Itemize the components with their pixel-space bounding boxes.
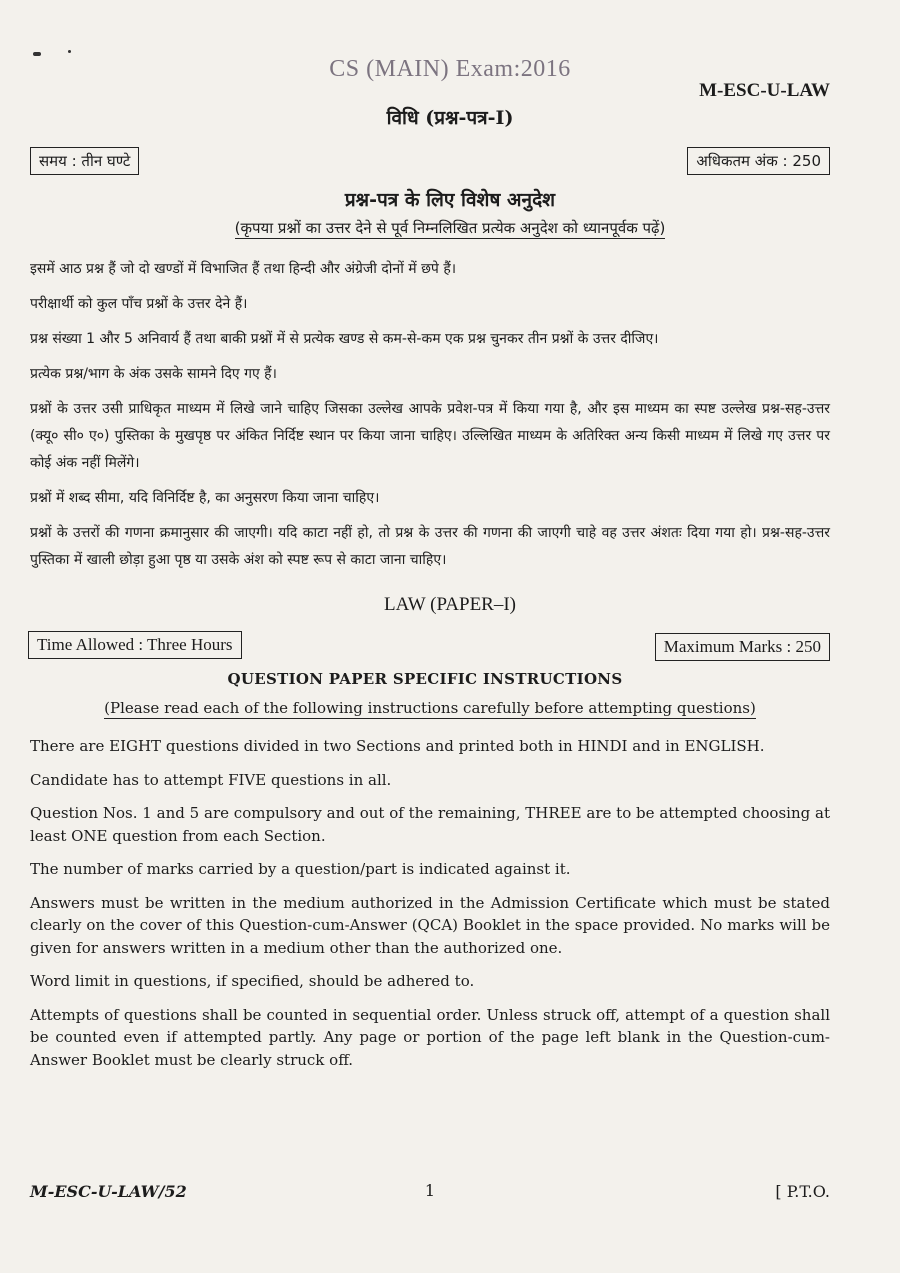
instruction-item: प्रश्नों के उत्तर उसी प्राधिकृत माध्यम में लिखे जाने चाहिए जिसका उल्लेख आपके प्रवेश-पत्र में किया गया है, और इस माध्यम का स्पष्ट उल्लेख प्रश्न-सह-उत्तर (क्यू० सी० ए०) पुस्तिका के मुखपृष्ठ पर अंकित निर्दिष्ट स्थान पर किया जाना चाहिए। उल्लिखित माध्यम के अतिरिक्त अन्य किसी माध्यम में लिखे गए उत्तर पर कोई अंक नहीं मिलेंगे। (30, 401, 830, 471)
exam-stamp: CS (MAIN) Exam:2016 (329, 56, 571, 82)
instructions-heading: QUESTION PAPER SPECIFIC INSTRUCTIONS (227, 670, 623, 688)
time-allowed-box-hindi: समय : तीन घण्टे (30, 147, 139, 175)
instruction-item: Word limit in questions, if specified, should be adhered to. (30, 972, 475, 990)
footer-paper-code: M-ESC-U-LAW/52 (30, 1182, 187, 1201)
instruction-item: प्रश्न संख्या 1 और 5 अनिवार्य हैं तथा बाकी प्रश्नों में से प्रत्येक खण्ड से कम-से-कम एक प्रश्न चुनकर तीन प्रश्नों के उत्तर दीजिए। (30, 331, 659, 347)
paper-code: M-ESC-U-LAW (699, 80, 830, 101)
page-number: 1 (424, 1181, 436, 1200)
instruction-item: Attempts of questions shall be counted in sequential order. Unless struck off, attempt of a question shall be counted even if attempted partly. Any page or portion of the page left blank in the Question-cum-Answer Booklet must be clearly struck off. (30, 1005, 830, 1069)
instruction-item: Question Nos. 1 and 5 are compulsory and out of the remaining, THREE are to be attempted choosing at least ONE question from each Section. (30, 804, 830, 845)
instructions-heading-hindi: प्रश्न-पत्र के लिए विशेष अनुदेश (344, 189, 556, 211)
instruction-item: Answers must be written in the medium authorized in the Admission Certificate which must be stated clearly on the cover of this Question-cum-Answer (QCA) Booklet in the space provided. No marks will be given for answers written in a medium other than the authorized one. (30, 893, 830, 957)
instruction-item: परीक्षार्थी को कुल पाँच प्रश्नों के उत्तर देने हैं। (30, 296, 248, 312)
instruction-item: Candidate has to attempt FIVE questions in all. (30, 770, 392, 789)
subject-title-english: LAW (PAPER–I) (383, 594, 517, 615)
subject-title-hindi: विधि (प्रश्न-पत्र-I) (386, 107, 514, 129)
instruction-item: प्रश्नों में शब्द सीमा, यदि विनिर्दिष्ट है, का अनुसरण किया जाना चाहिए। (30, 490, 380, 506)
instructions-subheading: (Please read each of the following instructions carefully before attempting questions) (104, 699, 756, 717)
max-marks-box-hindi: अधिकतम अंक : 250 (687, 147, 830, 175)
instruction-item: The number of marks carried by a question/part is indicated against it. (30, 860, 571, 878)
instruction-item: There are EIGHT questions divided in two Sections and printed both in HINDI and in ENGLISH. (30, 737, 765, 755)
scan-speck (68, 50, 71, 53)
max-marks-box: Maximum Marks : 250 (655, 633, 830, 661)
please-turn-over: [ P.T.O. (775, 1182, 830, 1201)
instructions-list-hindi (30, 256, 830, 582)
time-allowed-box: Time Allowed : Three Hours (28, 631, 242, 659)
instructions-subheading-hindi: (कृपया प्रश्नों का उत्तर देने से पूर्व निम्नलिखित प्रत्येक अनुदेश को ध्यानपूर्वक पढ़ें) (234, 219, 666, 237)
instruction-item: प्रश्नों के उत्तरों की गणना क्रमानुसार की जाएगी। यदि काटा नहीं हो, तो प्रश्न के उत्तर की गणना की जाएगी चाहे वह उत्तर अंशतः दिया गया हो। प्रश्न-सह-उत्तर पुस्तिका में खाली छोड़ा हुआ पृष्ठ या उसके अंश को स्पष्ट रूप से काटा जाना चाहिए। (30, 525, 830, 568)
instruction-item: इसमें आठ प्रश्न हैं जो दो खण्डों में विभाजित हैं तथा हिन्दी और अंग्रेजी दोनों में छपे हैं। (30, 261, 457, 277)
instruction-item: प्रत्येक प्रश्न/भाग के अंक उसके सामने दिए गए हैं। (30, 366, 277, 382)
instructions-list (30, 735, 830, 1082)
